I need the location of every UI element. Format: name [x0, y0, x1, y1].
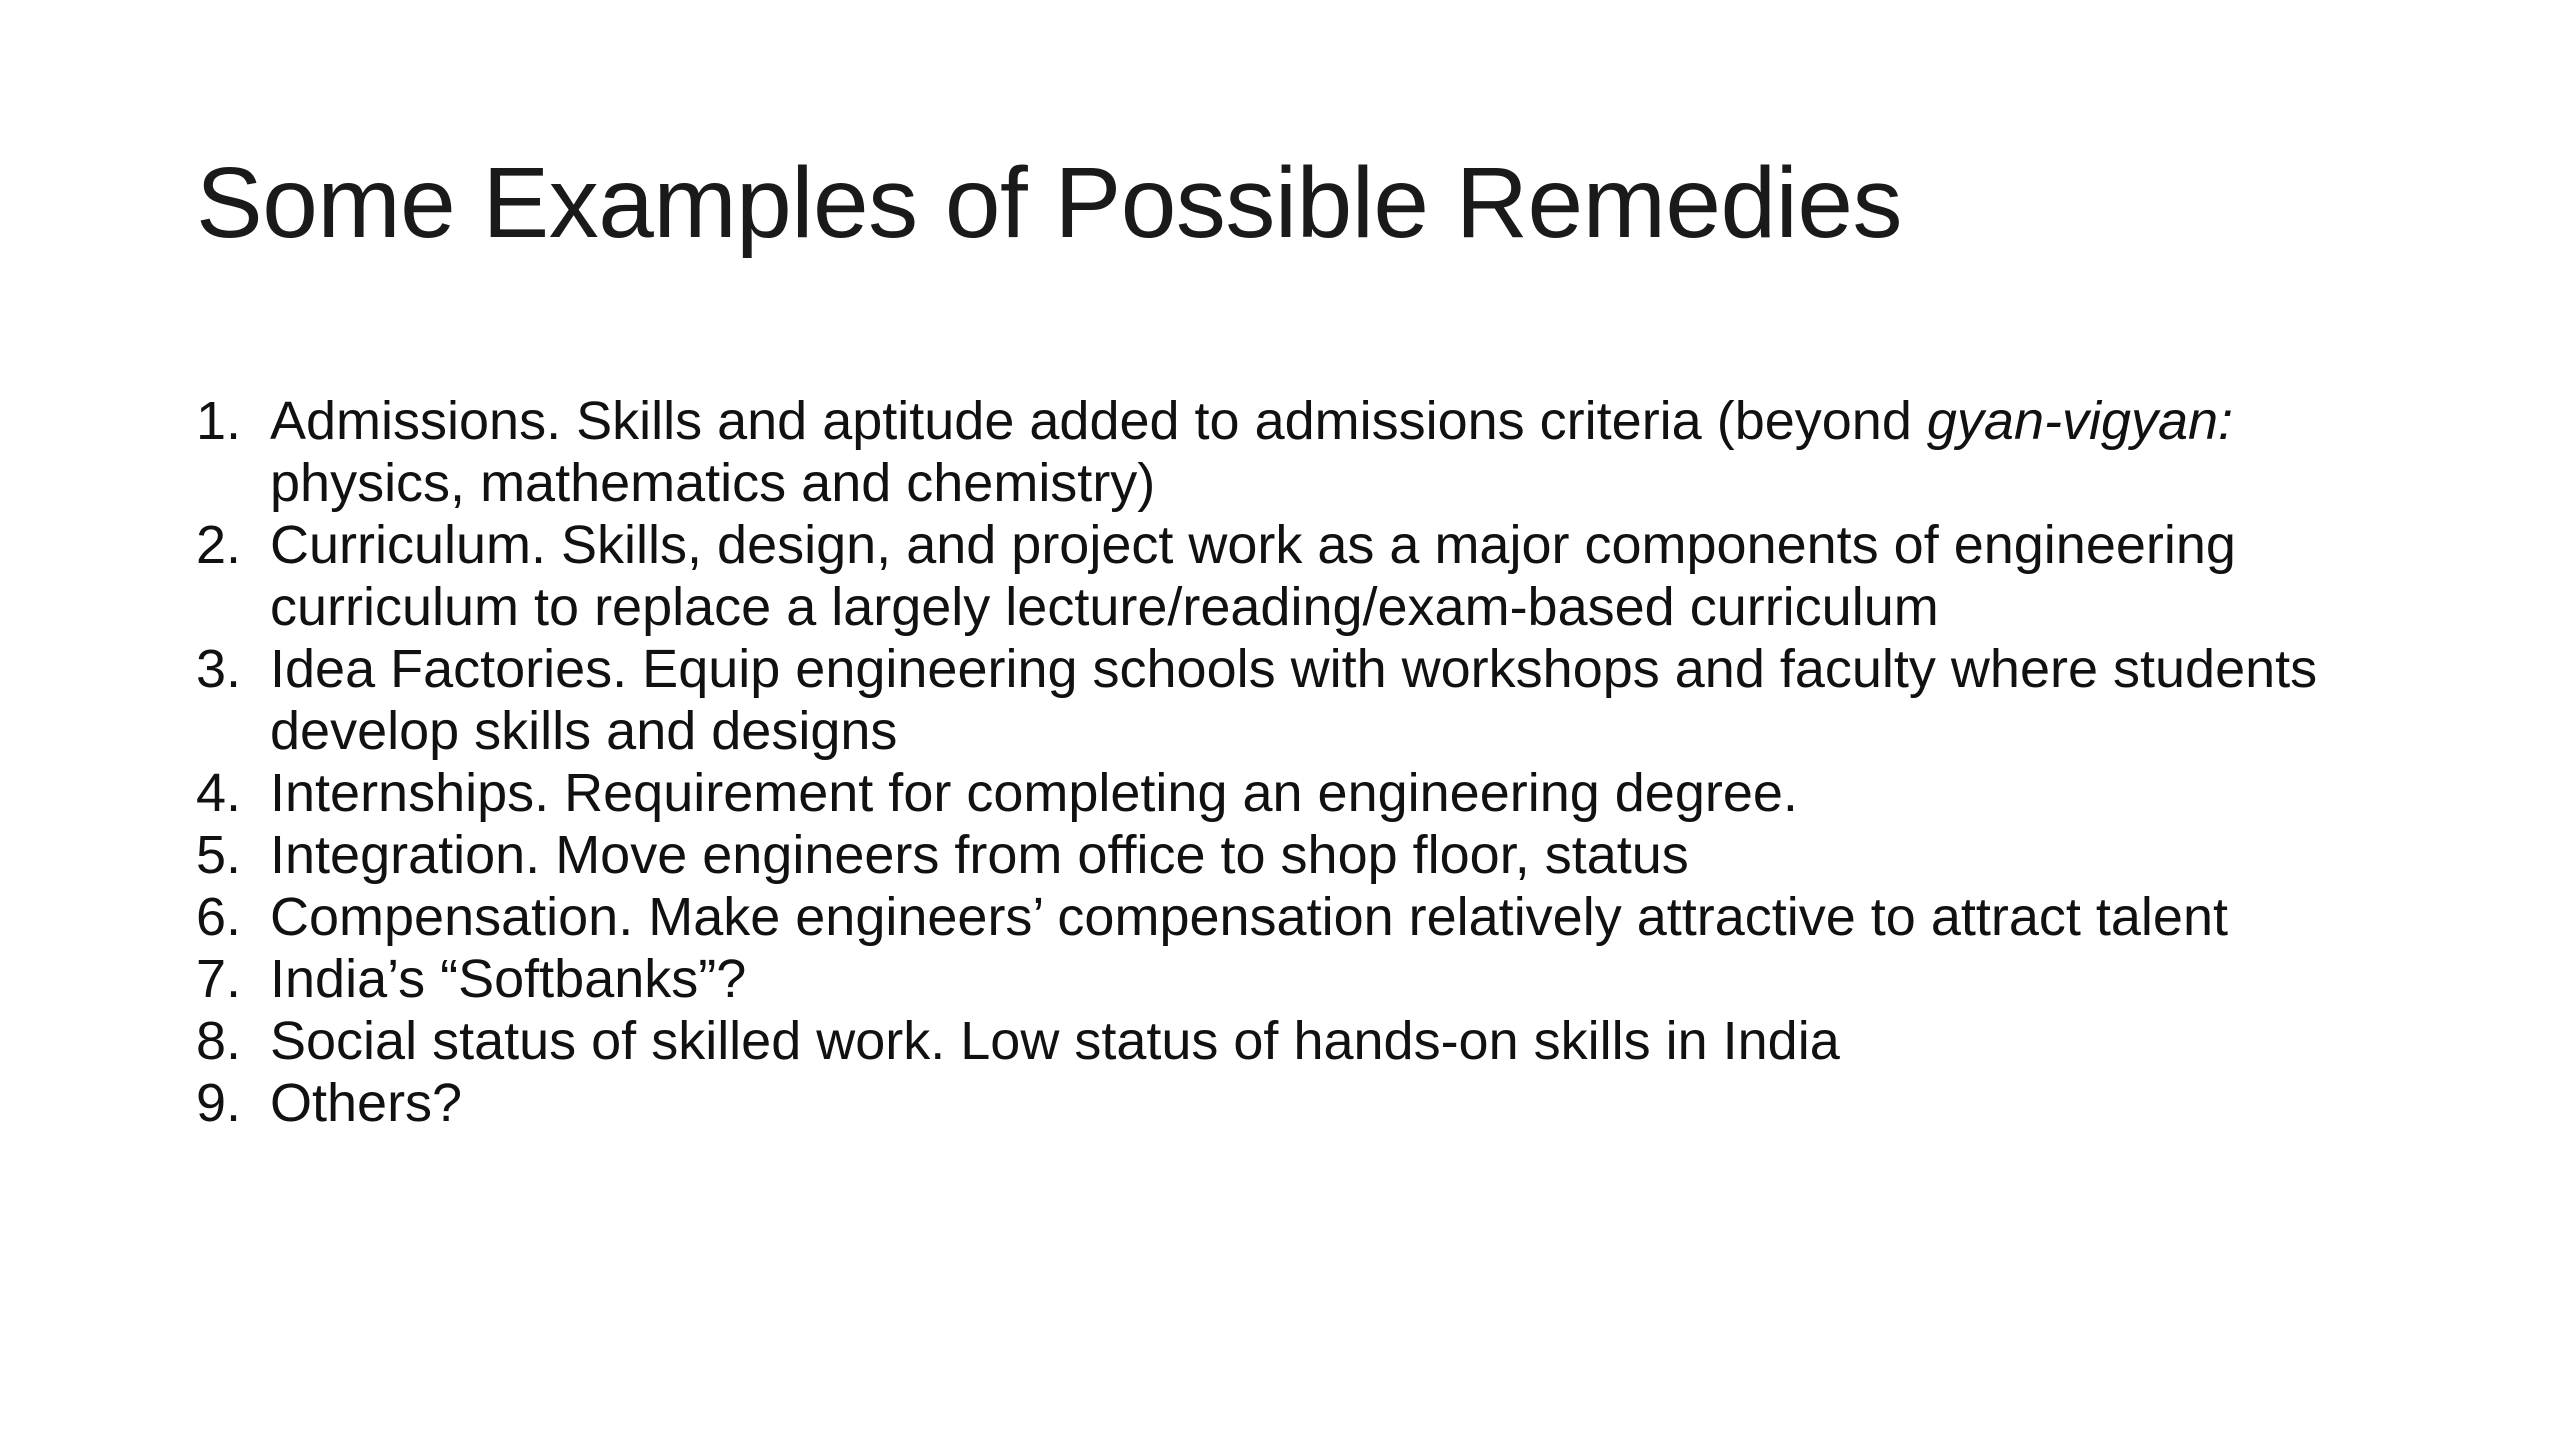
item-number: 4.: [196, 763, 242, 823]
list-item-admissions: [196, 390, 2346, 514]
item-number: 1.: [196, 391, 242, 451]
item-number: 9.: [196, 1073, 242, 1133]
item-number: 8.: [196, 1011, 242, 1071]
item-text-tail: physics, mathematics and chemistry): [270, 453, 1156, 513]
item-number: 2.: [196, 515, 242, 575]
list-item-others: [196, 1072, 2346, 1134]
item-text-lead: Admissions. Skills and aptitude added to admissions criteria (beyond: [270, 391, 1927, 451]
list-item-compensation: [196, 886, 2346, 948]
item-text: [270, 390, 2346, 514]
item-text: Idea Factories. Equip engineering schools with workshops and faculty where students develop skills and designs: [270, 639, 2318, 761]
slide-title: Some Examples of Possible Remedies: [196, 147, 1902, 259]
remedies-list: [196, 390, 2346, 1134]
item-number: 5.: [196, 825, 242, 885]
list-item-social-status: [196, 1010, 2346, 1072]
list-item-internships: [196, 762, 2346, 824]
item-text: Internships. Requirement for completing an engineering degree.: [270, 763, 1798, 823]
list-item-integration: [196, 824, 2346, 886]
item-text: Compensation. Make engineers’ compensation relatively attractive to attract talent: [270, 887, 2229, 947]
item-text: Others?: [270, 1073, 463, 1133]
item-text: India’s “Softbanks”?: [270, 949, 747, 1009]
item-number: 7.: [196, 949, 242, 1009]
item-text-emphasis: gyan-vigyan:: [1926, 391, 2234, 451]
list-item-curriculum: [196, 514, 2346, 638]
item-number: 3.: [196, 639, 242, 699]
list-item-idea-factories: [196, 638, 2346, 762]
list-item-softbanks: [196, 948, 2346, 1010]
item-text: Curriculum. Skills, design, and project work as a major components of engineering curriculum to replace a largely lecture/reading/exam-based curriculum: [270, 515, 2236, 637]
item-text: Integration. Move engineers from office to shop floor, status: [270, 825, 1689, 885]
item-number: 6.: [196, 887, 242, 947]
item-text: Social status of skilled work. Low status of hands-on skills in India: [270, 1011, 1840, 1071]
